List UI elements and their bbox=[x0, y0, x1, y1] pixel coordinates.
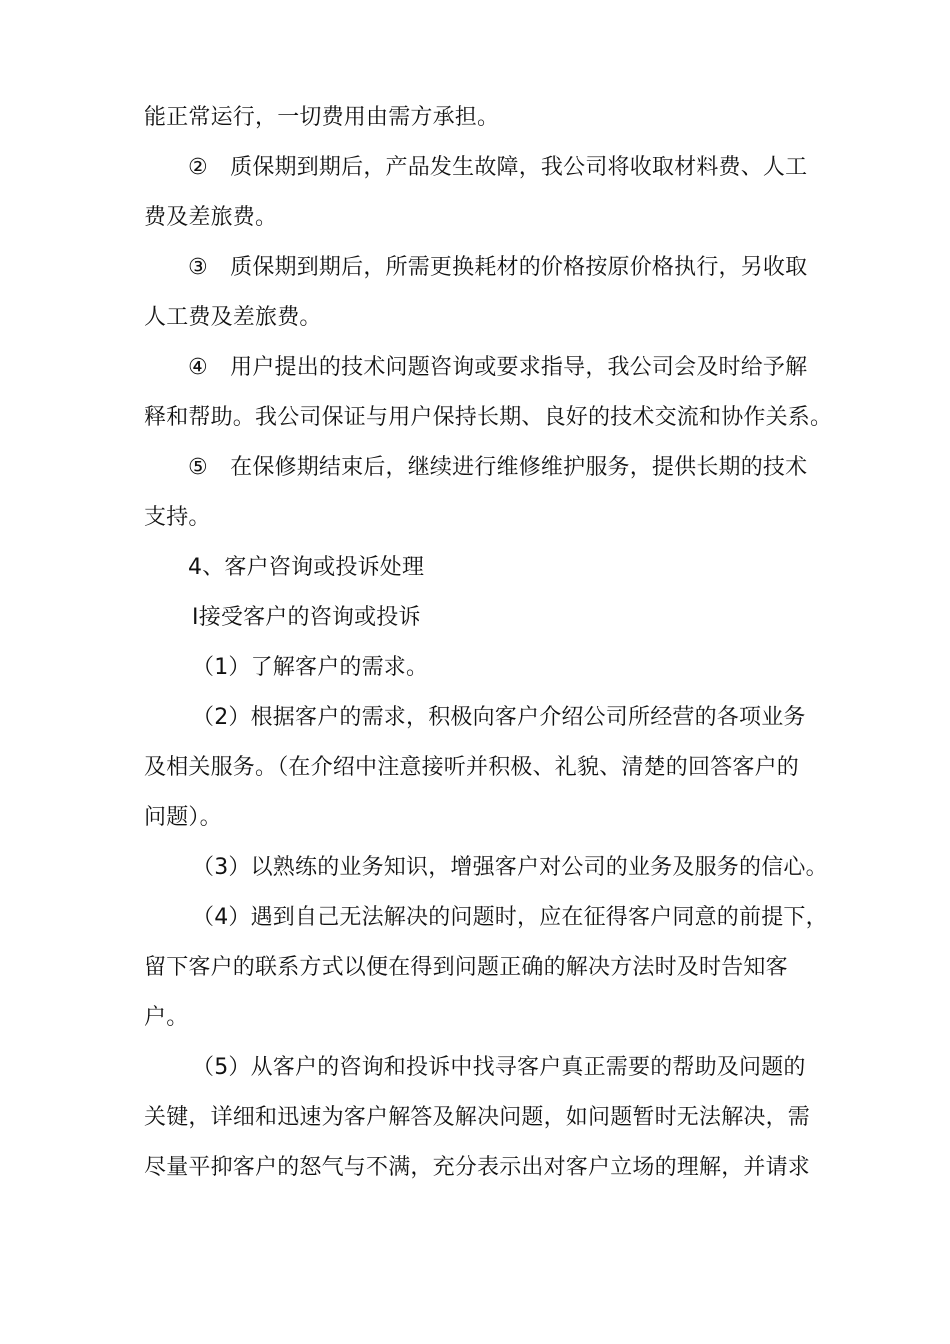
step-4-line-2: 留下客户的联系方式以便在得到问题正确的解决方法时及时告知客 bbox=[144, 955, 788, 980]
section-heading: 4、客户咨询或投诉处理 bbox=[188, 555, 425, 580]
subsection-heading: Ⅰ接受客户的咨询或投诉 bbox=[192, 605, 421, 630]
step-1: （1）了解客户的需求。 bbox=[192, 655, 429, 680]
step-5-line-2: 关键，详细和迅速为客户解答及解决问题，如问题暂时无法解决，需 bbox=[144, 1105, 811, 1130]
step-5-line-3: 尽量平抑客户的怒气与不满，充分表示出对客户立场的理解，并请求 bbox=[144, 1155, 811, 1180]
step-2-line-3: 问题）。 bbox=[144, 805, 222, 830]
list-item-2-line-1: ② 质保期到期后，产品发生故障，我公司将收取材料费、人工 bbox=[188, 155, 808, 180]
step-2-line-2: 及相关服务。（在介绍中注意接听并积极、礼貌、清楚的回答客户的 bbox=[144, 755, 800, 780]
step-4-line-1: （4）遇到自己无法解决的问题时，应在征得客户同意的前提下， bbox=[192, 905, 828, 930]
text-line-1: 能正常运行，一切费用由需方承担。 bbox=[144, 105, 500, 130]
list-item-3-line-1: ③ 质保期到期后，所需更换耗材的价格按原价格执行，另收取 bbox=[188, 255, 808, 280]
step-3: （3）以熟练的业务知识，增强客户对公司的业务及服务的信心。 bbox=[192, 855, 828, 880]
list-item-5-line-1: ⑤ 在保修期结束后，继续进行维修维护服务，提供长期的技术 bbox=[188, 455, 808, 480]
list-item-5-line-2: 支持。 bbox=[144, 505, 211, 530]
step-4-line-3: 户。 bbox=[144, 1005, 189, 1030]
list-item-4-line-1: ④ 用户提出的技术问题咨询或要求指导，我公司会及时给予解 bbox=[188, 355, 808, 380]
step-2-line-1: （2）根据客户的需求，积极向客户介绍公司所经营的各项业务 bbox=[192, 705, 806, 730]
list-item-2-line-2: 费及差旅费。 bbox=[144, 205, 278, 230]
step-5-line-1: （5）从客户的咨询和投诉中找寻客户真正需要的帮助及问题的 bbox=[192, 1055, 806, 1080]
list-item-4-line-2: 释和帮助。我公司保证与用户保持长期、良好的技术交流和协作关系。 bbox=[144, 405, 833, 430]
list-item-3-line-2: 人工费及差旅费。 bbox=[144, 305, 322, 330]
